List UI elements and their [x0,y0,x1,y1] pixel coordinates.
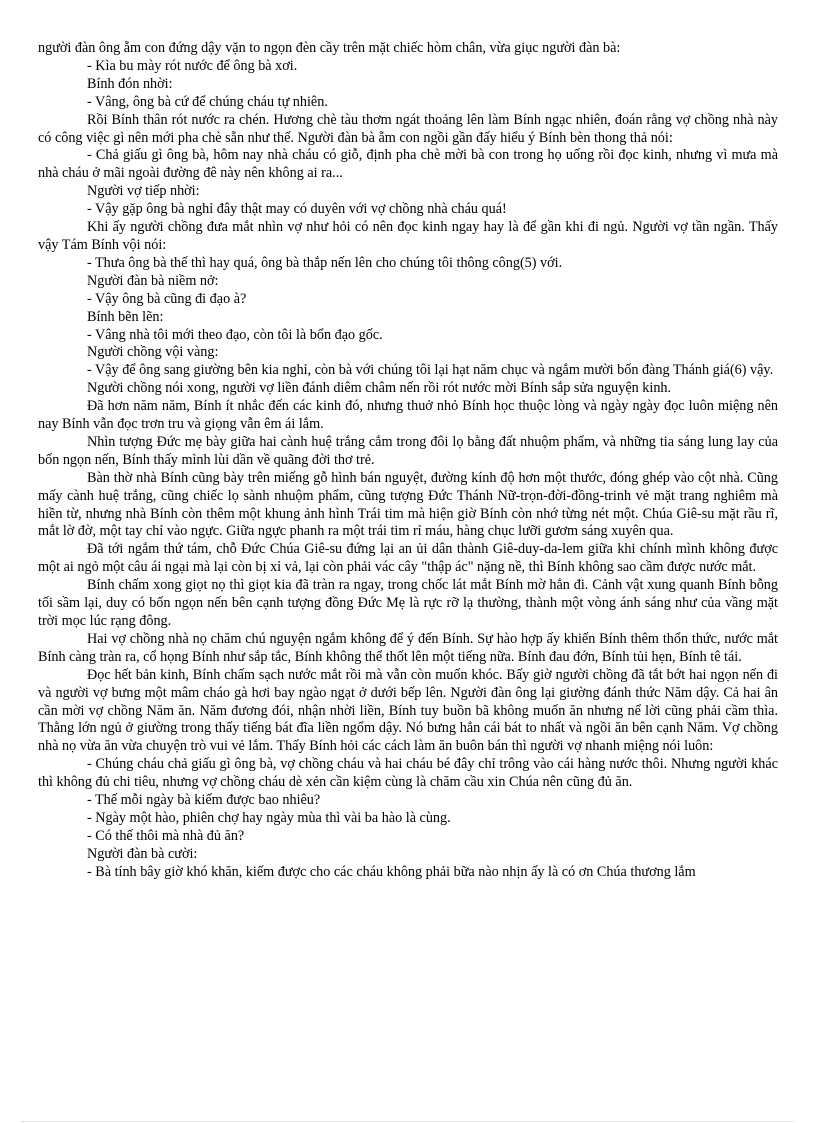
paragraph: - Thế mỗi ngày bà kiếm được bao nhiêu? [87,792,321,809]
paragraph: - Vậy gặp ông bà nghỉ đây thật may có duyên với vợ chồng nhà cháu quá! [87,201,507,218]
paragraph: Bính chấm xong giọt nọ thì giọt kia đã tràn ra ngay, trong chốc lát mắt Bính mờ hẳn đi. Cảnh vật xung quanh Bính bỗng tối sầm lại, duy có bốn ngọn nến bên cạnh tượng đồng Đức Mẹ là rực rỡ lạ thường, thành một vòng ánh sáng như của vầng mặt trời mọc lúc rạng đông. [38,577,778,629]
paragraph: - Vậy để ông sang giường bên kia nghỉ, còn bà với chúng tôi lại hạt năm chục và ngắm mười bốn đàng Thánh giá(6) vậy. [87,362,774,379]
paragraph: - Kìa bu mày rót nước để ông bà xơi. [87,57,298,74]
paragraph: - Vâng nhà tôi mới theo đạo, còn tôi là bổn đạo gốc. [87,326,383,343]
page-bottom-rule [22,1121,794,1122]
paragraph: - Có thế thôi mà nhà đủ ăn? [87,827,245,844]
paragraph: Hai vợ chồng nhà nọ chăm chú nguyện ngắm không để ý đến Bính. Sự hào hợp ấy khiến Bính thêm thổn thức, nước mắt Bính càng tràn ra, cổ họng Bính như sắp tắc, Bính không thể thốt lên một tiếng nữa. Bính đau đớn, Bính tủi hẹn, Bính tê tái. [38,630,778,665]
paragraph: Người chồng vội vàng: [87,344,219,361]
paragraph: Rồi Bính thân rót nước ra chén. Hương chè tàu thơm ngát thoảng lên làm Bính ngạc nhiên, đoán rằng vợ chồng nhà này có công việc gì nên mới pha chè sẵn như thế. Người đàn bà ẵm con ngồi gần đấy hiểu ý Bính bèn thong thả nói: [38,111,778,146]
paragraph: Người đàn bà cười: [87,845,198,862]
paragraph: Bính bẽn lẽn: [87,308,164,325]
paragraph: - Chả giấu gì ông bà, hôm nay nhà cháu có giỗ, định pha chè mời bà con trong họ uống rồi đọc kinh, nhưng vì mưa mà nhà cháu ở mãi ngoài đường đê này nên không ai ra... [38,147,778,182]
document-page [38,40,778,882]
paragraph: Người đàn bà niềm nở: [87,272,219,289]
paragraph: Người chồng nói xong, người vợ liền đánh diêm châm nến rồi rót nước mời Bính sắp sửa nguyện kinh. [87,380,672,397]
paragraph: - Bà tính bây giờ khó khăn, kiếm được cho các cháu không phải bữa nào nhịn ấy là có ơn Chúa thương lắm [87,863,696,880]
paragraph: - Vâng, ông bà cứ để chúng cháu tự nhiên. [87,93,328,110]
paragraph: Khi ấy người chồng đưa mắt nhìn vợ như hỏi có nên đọc kinh ngay hay là để gần khi đi ngủ. Người vợ tần ngần. Thấy vậy Tám Bính vội nói: [38,219,778,253]
paragraph: Đã tới ngắm thứ tám, chỗ Đức Chúa Giê-su đứng lại an ủi dân thành Giê-duy-da-lem giữa khi chính mình không được một ai ngỏ một câu ái ngại mà lại còn bị xỉ vả, lại còn phải vác cây "thập ác" nặng nề, thì Bính không sao cầm được nước mắt. [38,541,778,576]
paragraph: người đàn ông ẵm con đứng dậy vặn to ngọn đèn cầy trên mặt chiếc hòm chân, vừa giục người đàn bà: [38,40,621,56]
paragraph: Người vợ tiếp nhời: [87,183,200,200]
paragraph: Nhìn tượng Đức mẹ bày giữa hai cành huệ trắng cắm trong đôi lọ bằng đất nhuộm phẩm, và những tia sáng lung lay của bốn ngọn nến, Bính thấy mình lùi dần về quãng đời thơ trẻ. [38,433,778,468]
paragraph: Đọc hết bản kinh, Bính chấm sạch nước mắt rồi mà vẫn còn muốn khóc. Bấy giờ người chồng đã tắt bớt hai ngọn nến đi và người vợ bưng một mâm cháo gà hơi bay ngào ngạt ở dưới bếp lên. Người đàn ông lại giường đánh thức Năm dậy. Cả hai ân cần mời vợ chồng Năm ăn. Năm đương đói, nhận nhời liền, Bính tuy buồn bã không muốn ăn nhưng nể lời cũng phải cầm thìa. Thằng lớn ngủ ở giường trong thấy tiếng bát đĩa liền ngổm dậy. Nó bưng hẳn cái bát to nhất và ngồi ăn bên cạnh Năm. Vợ chồng nhà nọ vừa ăn vừa chuyện trò vui vẻ lắm. Thấy Bính hỏi các cách làm ăn buôn bán thì người vợ nhanh miệng nói luôn: [38,666,778,755]
paragraph: - Chúng cháu chả giấu gì ông bà, vợ chồng cháu và hai cháu bé đây chỉ trông vào cái hàng nước thôi. Nhưng người khác thì không đủ chi tiêu, nhưng vợ chồng cháu dè xẻn cần kiệm cùng là chăm cầu xin Chúa nên cũng đủ ăn. [38,756,778,791]
paragraph: - Thưa ông bà thế thì hay quá, ông bà thắp nến lên cho chúng tôi thông công(5) với. [87,254,563,271]
paragraph: Bính đón nhời: [87,75,173,92]
paragraph: Đã hơn năm năm, Bính ít nhắc đến các kinh đó, nhưng thuở nhỏ Bính học thuộc lòng và ngày ngày đọc luôn miệng nên nay Bính vẫn đọc trơn tru và giọng vẫn êm ái lắm. [38,398,778,433]
paragraph: Bàn thờ nhà Bính cũng bày trên miếng gỗ hình bán nguyệt, đường kính độ hơn một thước, đóng ghép vào cột nhà. Cũng mấy cành huệ trắng, cũng chiếc lọ sành nhuộm phẩm, cũng tượng Đức Thánh Nữ-trọn-đời-đồng-trinh vẻ mặt trang nghiêm mà hiền từ, nhưng nhà Bính còn thêm một khung ảnh hình Trái tim mà hiện giờ Bính còn nhớ từng nét một. Chúa Giê-su mặt rầu rĩ, mắt lờ đờ, một tay chỉ vào ngực. Giữa ngực phanh ra một trái tim rỉ máu, hàng chục lưỡi gươm sáng xuyên qua. [38,469,778,540]
paragraph: - Ngày một hào, phiên chợ hay ngày mùa thì vài ba hào là cùng. [87,809,451,826]
paragraph: - Vậy ông bà cũng đi đạo à? [87,290,247,307]
